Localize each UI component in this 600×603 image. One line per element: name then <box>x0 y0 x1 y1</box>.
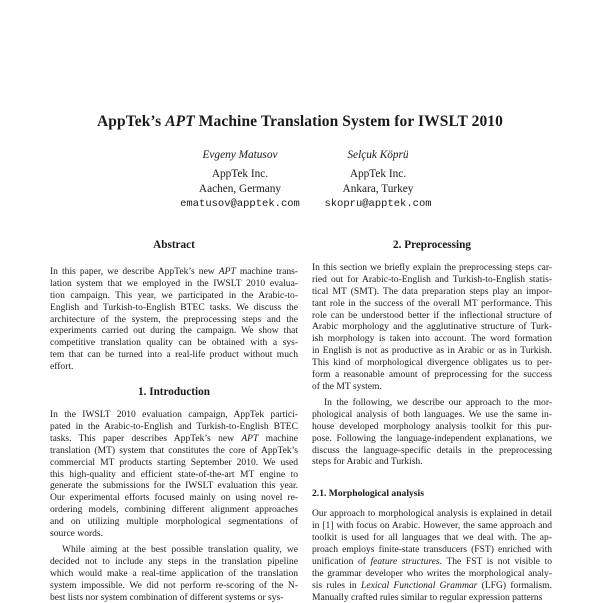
text-line: source words. <box>50 528 104 540</box>
text-line: generate the submissions for the IWSLT evaluation this year. <box>50 480 298 492</box>
text-line: unification of feature structures. The FST is not visible to <box>312 555 552 567</box>
author-name: Selçuk Köprü <box>347 149 409 161</box>
text-line: tical MT (SMT). The data preparation steps play an impor- <box>312 285 552 297</box>
text-line: steps for Arabic and Turkish. <box>312 456 423 468</box>
text-line: tion campaign. This year, we participated in the Arabic-to- <box>50 289 298 301</box>
text-line: role can be understood better if the inflectional structure of <box>312 309 552 321</box>
text-line: Manually crafted rules similar to regular expression patterns <box>312 591 543 603</box>
author-email[interactable]: ematusov@apptek.com <box>180 198 300 210</box>
introduction-heading: 1. Introduction <box>138 386 210 399</box>
text-line: In this paper, we describe AppTek’s new APT machine trans- <box>50 265 298 277</box>
text-line: While aiming at the best possible translation quality, we <box>62 543 298 555</box>
text-line: translation (MT) system that constitutes the core of AppTek’s <box>50 444 298 456</box>
text-line: system impossible. We did not perform re-scoring of the N- <box>50 579 298 591</box>
text-line: sis rules in Lexical Functional Grammar (LFG) formalism. <box>312 579 552 591</box>
abstract-heading: Abstract <box>153 239 195 251</box>
text-line: of the MT system. <box>312 380 382 392</box>
text-line: this high-quality and efficient state-of-the-art MT engine to <box>50 468 298 480</box>
text-line: house developed morphology analysis toolkit for this pur- <box>312 420 552 432</box>
text-line: best lists nor system combination of different systems or sys- <box>50 591 284 603</box>
morphological-analysis-paragraph <box>312 508 552 603</box>
text-line: phological analysis of both languages. We use the same in- <box>312 408 552 420</box>
text-line: ordering models, combining different alignment approaches <box>50 504 298 516</box>
text-line: English and Turkish-to-English BTEC tasks. We discuss the <box>50 301 298 313</box>
text-line: In the IWSLT 2010 evaluation campaign, AppTek partici- <box>50 408 298 420</box>
introduction-paragraph-1 <box>50 409 298 540</box>
morphological-analysis-heading: 2.1. Morphological analysis <box>312 488 424 500</box>
text-line: Our approach to morphological analysis is explained in detail <box>312 508 552 520</box>
text-line: in English is not as productive as in Arabic or as in Turkish. <box>312 345 552 357</box>
text-line: ish morphology is taken into account. The word formation <box>312 333 552 345</box>
text-line: ried out for Arabic-to-English and Turkish-to-English statis- <box>312 273 552 285</box>
left-column <box>50 240 298 603</box>
text-line: In the following, we describe our approach to the mor- <box>324 396 552 408</box>
text-line: In this section we briefly explain the preprocessing steps car- <box>312 261 552 273</box>
text-line: toolkit is used for all languages that we deal with. The ap- <box>312 532 552 544</box>
text-line: competitive translation quality can be obtained with a sys- <box>50 337 298 349</box>
text-line: tasks. This paper describes AppTek’s new APT machine <box>50 432 298 444</box>
preprocessing-paragraph-1 <box>312 262 552 393</box>
text-line: tem that can be turned into a real-life product without much <box>50 349 298 361</box>
text-line: tant role in the success of the overall MT performance. This <box>312 297 552 309</box>
right-column <box>312 240 552 603</box>
author-block-2 <box>293 148 463 212</box>
text-line: discuss the language-specific details in the preprocessing <box>312 444 552 456</box>
text-line: architecture of the system, the preprocessing steps and the <box>50 313 298 325</box>
text-line: Our experimental efforts focused mainly on using novel re- <box>50 492 298 504</box>
author-org: AppTek Inc. <box>211 168 269 180</box>
text-line: pose. Following the language-independent explanations, we <box>312 432 552 444</box>
author-location: Ankara, Turkey <box>342 183 414 195</box>
text-line: proach employs finite-state transducers (FST) enriched with <box>312 543 552 555</box>
text-line: effort. <box>50 361 74 373</box>
text-line: commercial MT products starting September 2010. We used <box>50 456 298 468</box>
text-line: the grammar developer who writes the morphological analy- <box>312 567 552 579</box>
text-line: This kind of morphological divergence obligates us to per- <box>312 357 552 369</box>
paper-title: AppTek’s APT Machine Translation System for IWSLT 2010 <box>96 113 504 130</box>
text-line: form a reasonable amount of preprocessing for the success <box>312 369 552 381</box>
abstract-body <box>50 266 298 373</box>
text-line: which would make a real-time application of the translation <box>50 567 298 579</box>
text-line: Arabic morphology and the agglutinative structure of Turk- <box>312 321 552 333</box>
text-line: in [1] with focus on Arabic. However, the same approach and <box>312 520 552 532</box>
preprocessing-heading: 2. Preprocessing <box>393 239 471 251</box>
text-line: and on utilizing multiple morphological segmentations of <box>50 516 298 528</box>
text-line: pated in the Arabic-to-English and Turkish-to-English BTEC <box>50 420 298 432</box>
author-org: AppTek Inc. <box>349 168 407 180</box>
author-email[interactable]: skopru@apptek.com <box>324 198 432 210</box>
introduction-paragraph-2 <box>50 544 298 603</box>
text-line: decided not to include any steps in the translation pipeline <box>50 555 298 567</box>
author-location: Aachen, Germany <box>198 183 282 195</box>
text-line: experiments carried out during the campaign. We show that <box>50 325 298 337</box>
author-name: Evgeny Matusov <box>202 149 278 161</box>
text-line: lation system that we employed in the IWSLT 2010 evalua- <box>50 277 298 289</box>
preprocessing-paragraph-2 <box>312 397 552 468</box>
